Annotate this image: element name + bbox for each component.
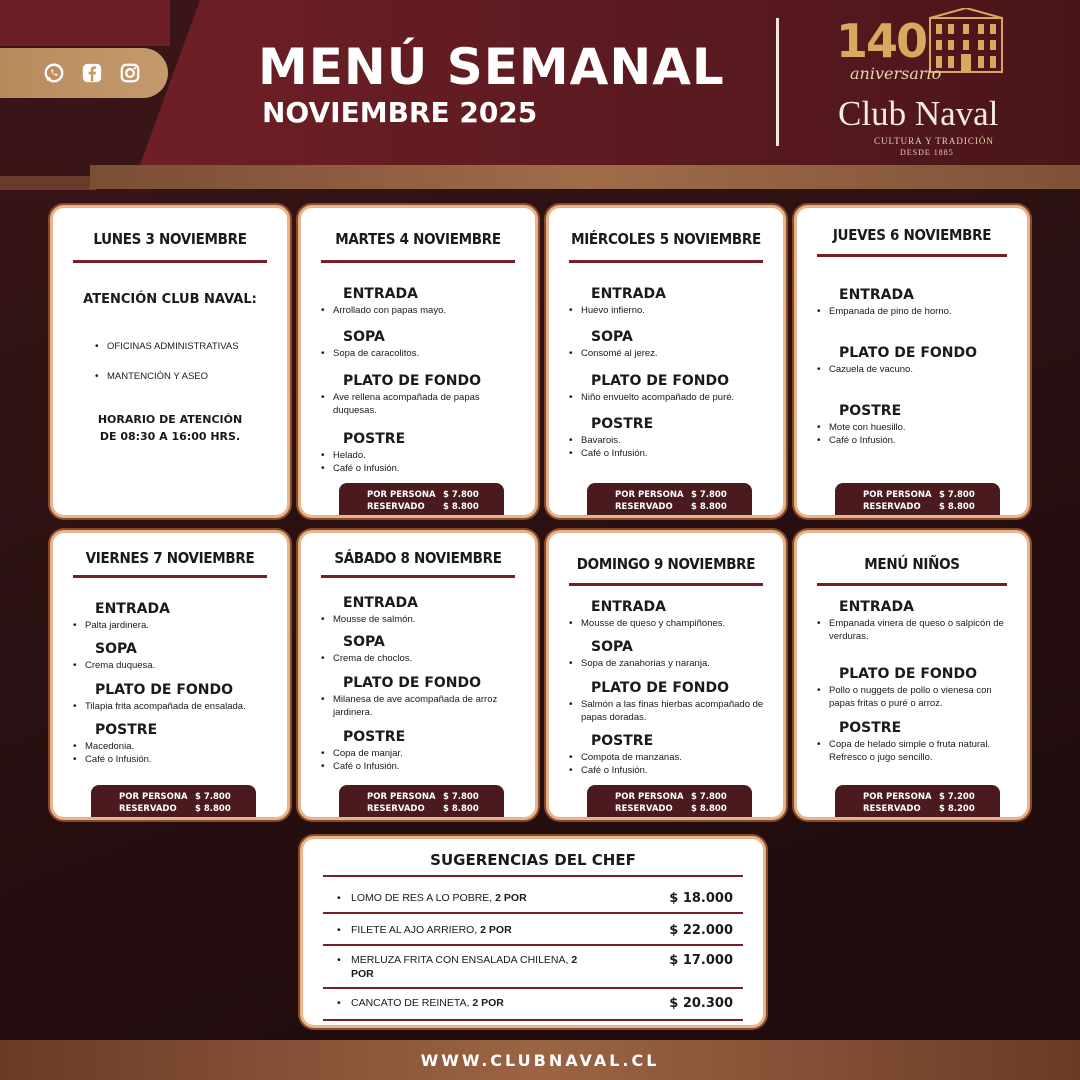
section-heading: POSTRE: [839, 403, 902, 419]
section-heading: ENTRADA: [343, 595, 418, 611]
menu-item: • Copa de helado simple o fruta natural. Refresco o jugo sencillo.: [817, 738, 1013, 764]
menu-section-postre: [569, 416, 769, 460]
card-divider: [321, 260, 515, 263]
price-per-person: $ 7.800: [691, 792, 727, 802]
section-heading: ENTRADA: [839, 287, 914, 303]
section-heading: ENTRADA: [839, 599, 914, 615]
card-title: DOMINGO 9 NOVIEMBRE: [576, 555, 756, 573]
card-divider: [73, 260, 267, 263]
social-links-bar: [0, 48, 168, 98]
card-divider: [569, 260, 763, 263]
menu-item: • Café o Infusión.: [321, 760, 521, 773]
hours-line: HORARIO DE ATENCIÓN: [97, 413, 243, 426]
menu-section-sopa: [569, 329, 769, 360]
menu-card-martes: [298, 205, 538, 518]
menu-section-entrada: [817, 599, 1013, 643]
menu-item: • Ave rellena acompañada de papas duquesas.: [321, 391, 521, 417]
card-divider: [817, 254, 1007, 257]
menu-card-viernes: [50, 530, 290, 820]
section-heading: POSTRE: [95, 722, 158, 738]
menu-item: • Arrollado con papas mayo.: [321, 304, 521, 317]
menu-section-postre: [569, 733, 769, 777]
section-heading: POSTRE: [591, 416, 654, 432]
menu-item: • Sopa de zanahorias y naranja.: [569, 657, 769, 670]
menu-section-entrada: [569, 286, 769, 317]
section-heading: POSTRE: [591, 733, 654, 749]
menu-item: • Helado.: [321, 449, 521, 462]
section-heading: ENTRADA: [591, 286, 666, 302]
menu-item: • Bavarois.: [569, 434, 769, 447]
price-label: RESERVADO: [615, 502, 673, 512]
menu-item: • Café o Infusión.: [73, 753, 273, 766]
notice-item: • OFICINAS ADMINISTRATIVAS: [95, 340, 239, 353]
chef-item-portion: 2 POR: [351, 954, 578, 980]
price-tab: [339, 785, 504, 817]
menu-section-entrada: [817, 287, 1013, 318]
section-heading: PLATO DE FONDO: [839, 345, 978, 361]
menu-item: • Crema duquesa.: [73, 659, 273, 672]
card-title: MIÉRCOLES 5 NOVIEMBRE: [571, 230, 761, 248]
menu-section-plato-de-fondo: [569, 373, 769, 404]
menu-card-miercoles: [546, 205, 786, 518]
whatsapp-icon[interactable]: [42, 61, 66, 85]
menu-item: • Empanada vinera de queso o salpicón de verduras.: [817, 617, 1013, 643]
facebook-icon[interactable]: [80, 61, 104, 85]
chef-item-portion: 2 POR: [495, 892, 527, 904]
menu-section-plato-de-fondo: [817, 666, 1013, 710]
price-label: POR PERSONA: [863, 490, 932, 500]
price-tab: [835, 785, 1000, 817]
chef-item-name: MERLUZA FRITA CON ENSALADA CHILENA,: [351, 954, 569, 966]
card-divider: [73, 575, 267, 578]
price-per-person: $ 7.800: [195, 792, 231, 802]
menu-section-entrada: [73, 601, 273, 632]
section-heading: SOPA: [95, 641, 137, 657]
menu-section-entrada: [569, 599, 769, 630]
price-label: POR PERSONA: [863, 792, 932, 802]
menu-card-sabado: [298, 530, 538, 820]
chef-item: [337, 891, 733, 905]
menu-item: • Pollo o nuggets de pollo o vienesa con papas fritas o puré o arroz.: [817, 684, 1013, 710]
logo-club-name: Club Naval: [838, 94, 999, 133]
price-label: POR PERSONA: [367, 490, 436, 500]
chef-item-name: FILETE AL AJO ARRIERO,: [351, 924, 478, 936]
chef-divider: [323, 912, 743, 914]
menu-item: • Café o Infusión.: [817, 434, 1013, 447]
section-heading: PLATO DE FONDO: [343, 373, 482, 389]
card-title: SÁBADO 8 NOVIEMBRE: [334, 549, 502, 567]
menu-item: • Milanesa de ave acompañada de arroz jardinera.: [321, 693, 521, 719]
header-gold-stripe: [90, 165, 1080, 189]
menu-section-postre: [817, 403, 1013, 447]
menu-section-plato-de-fondo: [321, 373, 521, 417]
menu-section-postre: [73, 722, 273, 766]
menu-section-sopa: [321, 634, 521, 665]
price-tab: [587, 483, 752, 515]
chef-item: [337, 996, 733, 1010]
card-divider: [321, 575, 515, 578]
chef-suggestions-card: [300, 836, 766, 1028]
section-heading: ENTRADA: [591, 599, 666, 615]
menu-item: • Mousse de salmón.: [321, 613, 521, 626]
menu-section-plato-de-fondo: [569, 680, 769, 724]
section-heading: ENTRADA: [95, 601, 170, 617]
price-label: POR PERSONA: [367, 792, 436, 802]
card-title: VIERNES 7 NOVIEMBRE: [85, 549, 255, 567]
hours-line: DE 08:30 A 16:00 HRS.: [99, 430, 241, 443]
card-divider: [817, 583, 1007, 586]
notice-item: • MANTENCIÓN Y ASEO: [95, 370, 208, 383]
price-per-person: $ 7.800: [443, 490, 479, 500]
section-heading: SOPA: [591, 639, 633, 655]
price-label: RESERVADO: [863, 502, 921, 512]
chef-item-portion: 2 POR: [480, 924, 512, 936]
menu-section-plato-de-fondo: [321, 675, 521, 719]
menu-item: • Macedonia.: [73, 740, 273, 753]
menu-section-postre: [817, 720, 1013, 764]
chef-divider: [323, 944, 743, 946]
section-heading: POSTRE: [343, 431, 406, 447]
menu-card-lunes: [50, 205, 290, 518]
menu-section-entrada: [321, 595, 521, 626]
menu-section-postre: [321, 431, 521, 475]
section-heading: PLATO DE FONDO: [839, 666, 978, 682]
menu-item: • Café o Infusión.: [569, 764, 769, 777]
card-title: LUNES 3 NOVIEMBRE: [93, 230, 247, 248]
menu-card-ninos: [794, 530, 1030, 820]
card-title: MARTES 4 NOVIEMBRE: [335, 230, 501, 248]
chef-divider: [323, 875, 743, 877]
price-per-person: $ 7.800: [939, 490, 975, 500]
menu-item: • Compota de manzanas.: [569, 751, 769, 764]
menu-section-entrada: [321, 286, 521, 317]
chef-item: [337, 923, 733, 937]
page-title: MENÚ SEMANAL: [258, 38, 725, 96]
price-reserved: $ 8.200: [939, 804, 975, 814]
header-stripe-left: [0, 176, 96, 190]
price-label: RESERVADO: [367, 502, 425, 512]
card-title: JUEVES 6 NOVIEMBRE: [832, 226, 992, 244]
price-reserved: $ 8.800: [443, 804, 479, 814]
chef-item-name: CANCATO DE REINETA,: [351, 997, 470, 1009]
price-reserved: $ 8.800: [939, 502, 975, 512]
menu-section-plato-de-fondo: [73, 682, 273, 713]
menu-item: • Café o Infusión.: [321, 462, 521, 475]
menu-section-sopa: [569, 639, 769, 670]
section-heading: ENTRADA: [343, 286, 418, 302]
price-per-person: $ 7.200: [939, 792, 975, 802]
menu-item: • Mousse de queso y champiñones.: [569, 617, 769, 630]
menu-item: • Mote con huesillo.: [817, 421, 1013, 434]
price-reserved: $ 8.800: [443, 502, 479, 512]
price-tab: [339, 483, 504, 515]
price-tab: [835, 483, 1000, 515]
website-link[interactable]: WWW.CLUBNAVAL.CL: [420, 1050, 660, 1070]
chef-item-portion: 2 POR: [472, 997, 504, 1009]
section-heading: SOPA: [343, 329, 385, 345]
chef-title: SUGERENCIAS DEL CHEF: [430, 851, 636, 869]
header-left-accent: [0, 0, 170, 46]
menu-section-plato-de-fondo: [817, 345, 1013, 376]
notice-heading: ATENCIÓN CLUB NAVAL:: [83, 292, 257, 307]
section-heading: PLATO DE FONDO: [95, 682, 234, 698]
chef-item-price: $ 20.300: [669, 996, 733, 1011]
logo-tagline: CULTURA Y TRADICIÓN: [874, 136, 994, 146]
menu-item: • Salmón a las finas hierbas acompañado de papas doradas.: [569, 698, 769, 724]
logo-anniversary-text: aniversario: [850, 64, 942, 83]
section-heading: SOPA: [591, 329, 633, 345]
menu-item: • Niño envuelto acompañado de puré.: [569, 391, 769, 404]
chef-divider: [323, 987, 743, 989]
price-reserved: $ 8.800: [195, 804, 231, 814]
price-tab: [587, 785, 752, 817]
menu-item: • Consomé al jerez.: [569, 347, 769, 360]
section-heading: PLATO DE FONDO: [343, 675, 482, 691]
card-title: MENÚ NIÑOS: [864, 555, 960, 573]
menu-item: • Café o Infusión.: [569, 447, 769, 460]
page-subtitle: NOVIEMBRE 2025: [262, 96, 538, 129]
menu-item: • Huevo infierno.: [569, 304, 769, 317]
price-label: RESERVADO: [615, 804, 673, 814]
chef-item: [337, 953, 733, 981]
price-label: RESERVADO: [863, 804, 921, 814]
menu-section-postre: [321, 729, 521, 773]
menu-item: • Palta jardinera.: [73, 619, 273, 632]
price-label: POR PERSONA: [119, 792, 188, 802]
menu-item: • Copa de manjar.: [321, 747, 521, 760]
chef-item-name: LOMO DE RES A LO POBRE,: [351, 892, 493, 904]
header-divider: [776, 18, 779, 146]
price-label: RESERVADO: [367, 804, 425, 814]
menu-section-sopa: [73, 641, 273, 672]
instagram-icon[interactable]: [118, 61, 142, 85]
price-label: POR PERSONA: [615, 792, 684, 802]
chef-divider: [323, 1019, 743, 1021]
section-heading: SOPA: [343, 634, 385, 650]
section-heading: POSTRE: [839, 720, 902, 736]
section-heading: POSTRE: [343, 729, 406, 745]
price-label: RESERVADO: [119, 804, 177, 814]
menu-card-jueves: [794, 205, 1030, 518]
menu-item: • Empanada de pino de horno.: [817, 305, 1013, 318]
chef-item-price: $ 18.000: [669, 891, 733, 906]
price-per-person: $ 7.800: [443, 792, 479, 802]
menu-item: • Crema de choclos.: [321, 652, 521, 665]
menu-item: • Cazuela de vacuno.: [817, 363, 1013, 376]
logo-since: DESDE 1885: [900, 148, 954, 157]
footer-bar: [0, 1040, 1080, 1080]
menu-card-domingo: [546, 530, 786, 820]
price-label: POR PERSONA: [615, 490, 684, 500]
logo-anniversary-number: 140: [836, 14, 927, 68]
price-reserved: $ 8.800: [691, 804, 727, 814]
price-per-person: $ 7.800: [691, 490, 727, 500]
chef-item-price: $ 22.000: [669, 923, 733, 938]
menu-section-sopa: [321, 329, 521, 360]
chef-item-price: $ 17.000: [669, 953, 733, 968]
card-divider: [569, 583, 763, 586]
menu-item: • Sopa de caracolitos.: [321, 347, 521, 360]
price-tab: [91, 785, 256, 817]
menu-item: • Tilapia frita acompañada de ensalada.: [73, 700, 273, 713]
section-heading: PLATO DE FONDO: [591, 373, 730, 389]
price-reserved: $ 8.800: [691, 502, 727, 512]
section-heading: PLATO DE FONDO: [591, 680, 730, 696]
club-naval-logo: [830, 8, 1020, 158]
